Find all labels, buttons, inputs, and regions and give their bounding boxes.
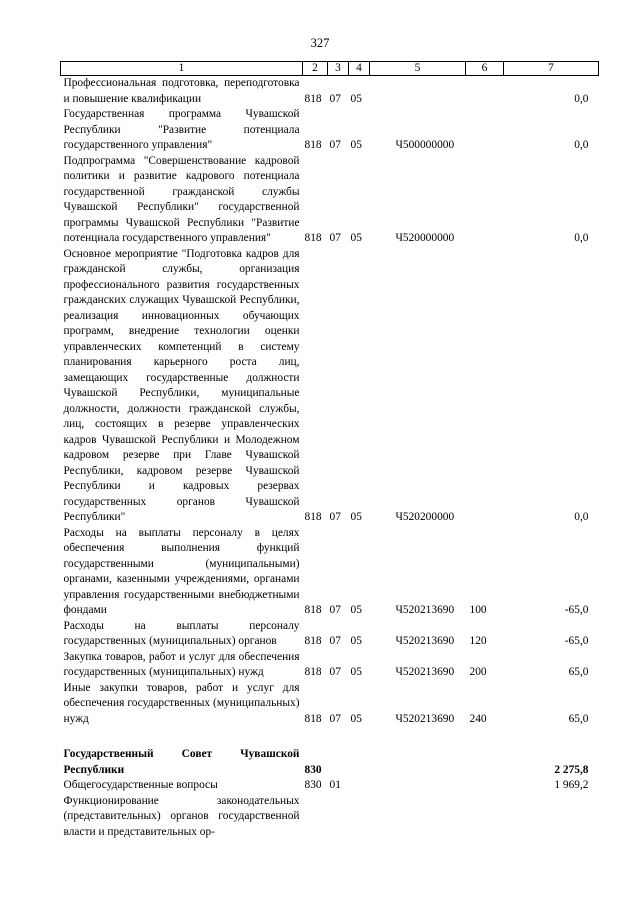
table-row <box>61 526 599 619</box>
column-header-1: 1 <box>61 62 303 76</box>
column-header-4: 4 <box>349 62 370 76</box>
table-body <box>61 76 599 841</box>
subsection-code: 05 <box>350 511 362 523</box>
target-article-code <box>370 747 466 778</box>
expense-type-code <box>466 154 504 247</box>
amount: -65,0 <box>564 635 589 647</box>
table-row <box>61 619 599 650</box>
section-code: 01 <box>329 779 341 791</box>
expense-type-code: 200 <box>469 666 487 678</box>
section-code <box>328 794 349 841</box>
subsection-code: 05 <box>350 139 362 151</box>
expense-type-code <box>466 794 504 841</box>
table-row <box>61 247 599 526</box>
ministry-code: 818 <box>304 604 322 616</box>
target-article-code: Ч520213690 <box>395 604 455 616</box>
subsection-code: 05 <box>350 604 362 616</box>
ministry-code: 818 <box>304 511 322 523</box>
column-header-7: 7 <box>504 62 599 76</box>
section-code: 07 <box>329 92 341 105</box>
table-row <box>61 154 599 247</box>
ministry-code: 818 <box>304 666 322 678</box>
table-row <box>61 681 599 728</box>
ministry-code: 830 <box>304 763 322 776</box>
row-name: Подпрограмма "Совершенствование кадровой политики и развитие кадрового потенциала государственной гражданской службы Чувашской Республики" государственной программы Чувашской Республики "Развитие потенциала государственного управления" <box>63 154 300 244</box>
row-name: Профессиональная подготовка, переподготовка и повышение квалификации <box>63 77 300 105</box>
subsection-code: 05 <box>350 666 362 678</box>
expense-type-code: 120 <box>469 635 487 647</box>
section-code: 07 <box>329 511 341 523</box>
amount: 0,0 <box>574 511 589 523</box>
expense-type-code <box>466 107 504 154</box>
ministry-code: 818 <box>304 712 322 725</box>
row-name: Основное мероприятие "Подготовка кадров для гражданской службы, организация профессионального развития государственных гражданских служащих Чувашской Республики, реализация инновационных обучающих программ, внедрение технологии оценки управленческих компетенций в систему планирования карьерного роста лиц, замещающих государственные должности Чувашской Республики, муниципальные должности, должности гражданской службы, лиц, состоящих в резерве управленческих кадров Чувашской Республики и Молодежном кадровом резерве при Главе Чувашской Республики, кадровом резерве Чувашской Республики и кадровых резервах государственных органов Чувашской Республики" <box>63 247 300 523</box>
table-row <box>61 76 599 108</box>
row-name: Закупка товаров, работ и услуг для обеспечения государственных (муниципальных) нужд <box>63 650 300 678</box>
ministry-code: 818 <box>304 635 322 647</box>
target-article-code: Ч520000000 <box>395 232 455 244</box>
target-article-code <box>370 778 466 794</box>
column-header-6: 6 <box>466 62 504 76</box>
section-code: 07 <box>329 604 341 616</box>
row-name: Общегосударственные вопросы <box>63 779 218 791</box>
expense-type-code <box>466 747 504 778</box>
amount: 0,0 <box>574 92 589 105</box>
amount: 65,0 <box>568 666 589 678</box>
row-name: Расходы на выплаты персоналу в целях обеспечения выполнения функций государственными (муниципальными) органами, казенными учреждениями, органами управления государственными внебюджетными фондами <box>63 526 300 616</box>
table-row <box>61 794 599 841</box>
ministry-code: 818 <box>304 232 322 244</box>
target-article-code: Ч520213690 <box>395 666 455 678</box>
column-header-5: 5 <box>370 62 466 76</box>
amount: 65,0 <box>568 712 589 725</box>
subsection-code <box>349 794 370 841</box>
column-header-3: 3 <box>328 62 349 76</box>
section-code <box>328 747 349 778</box>
table-header <box>61 62 599 76</box>
amount: -65,0 <box>564 604 589 616</box>
subsection-code: 05 <box>350 712 362 725</box>
amount: 2 275,8 <box>554 763 589 776</box>
ministry-code: 818 <box>304 92 322 105</box>
ministry-code: 830 <box>304 779 322 791</box>
target-article-code: Ч500000000 <box>395 139 455 151</box>
subsection-code: 05 <box>350 92 362 105</box>
table-row <box>61 107 599 154</box>
expense-type-code <box>466 247 504 526</box>
target-article-code: Ч520213690 <box>395 712 455 725</box>
subsection-code <box>349 747 370 778</box>
row-name: Государственная программа Чувашской Республики "Развитие потенциала государственного управления" <box>63 108 300 151</box>
row-name: Функционирование законодательных (представительных) органов государственной власти и представительных ор- <box>63 794 300 838</box>
target-article-code: Ч520213690 <box>395 635 455 647</box>
budget-table <box>60 61 599 840</box>
expense-type-code <box>466 76 504 108</box>
spacer-cell <box>61 727 599 747</box>
row-name: Иные закупки товаров, работ и услуг для обеспечения государственных (муниципальных) нужд <box>63 681 300 725</box>
table-row <box>61 650 599 681</box>
subsection-code <box>349 778 370 794</box>
target-article-code: Ч520200000 <box>395 511 455 523</box>
amount: 0,0 <box>574 232 589 244</box>
amount <box>504 794 599 841</box>
section-code: 07 <box>329 232 341 244</box>
row-name: Государственный Совет Чувашской Республики <box>63 748 300 776</box>
ministry-code: 818 <box>304 139 322 151</box>
section-code: 07 <box>329 635 341 647</box>
subsection-code: 05 <box>350 232 362 244</box>
column-header-2: 2 <box>303 62 328 76</box>
section-code: 07 <box>329 666 341 678</box>
section-code: 07 <box>329 139 341 151</box>
table-row <box>61 747 599 778</box>
target-article-code <box>370 76 466 108</box>
row-name: Расходы на выплаты персоналу государственных (муниципальных) органов <box>63 619 300 647</box>
expense-type-code: 240 <box>469 712 487 725</box>
expense-type-code: 100 <box>469 604 487 616</box>
page-number: 327 <box>310 36 330 50</box>
target-article-code <box>370 794 466 841</box>
spacer-row <box>61 727 599 747</box>
table-row <box>61 778 599 794</box>
subsection-code: 05 <box>350 635 362 647</box>
amount: 1 969,2 <box>554 779 589 791</box>
section-code: 07 <box>329 712 341 725</box>
expense-type-code <box>466 778 504 794</box>
amount: 0,0 <box>574 139 589 151</box>
ministry-code <box>303 794 328 841</box>
